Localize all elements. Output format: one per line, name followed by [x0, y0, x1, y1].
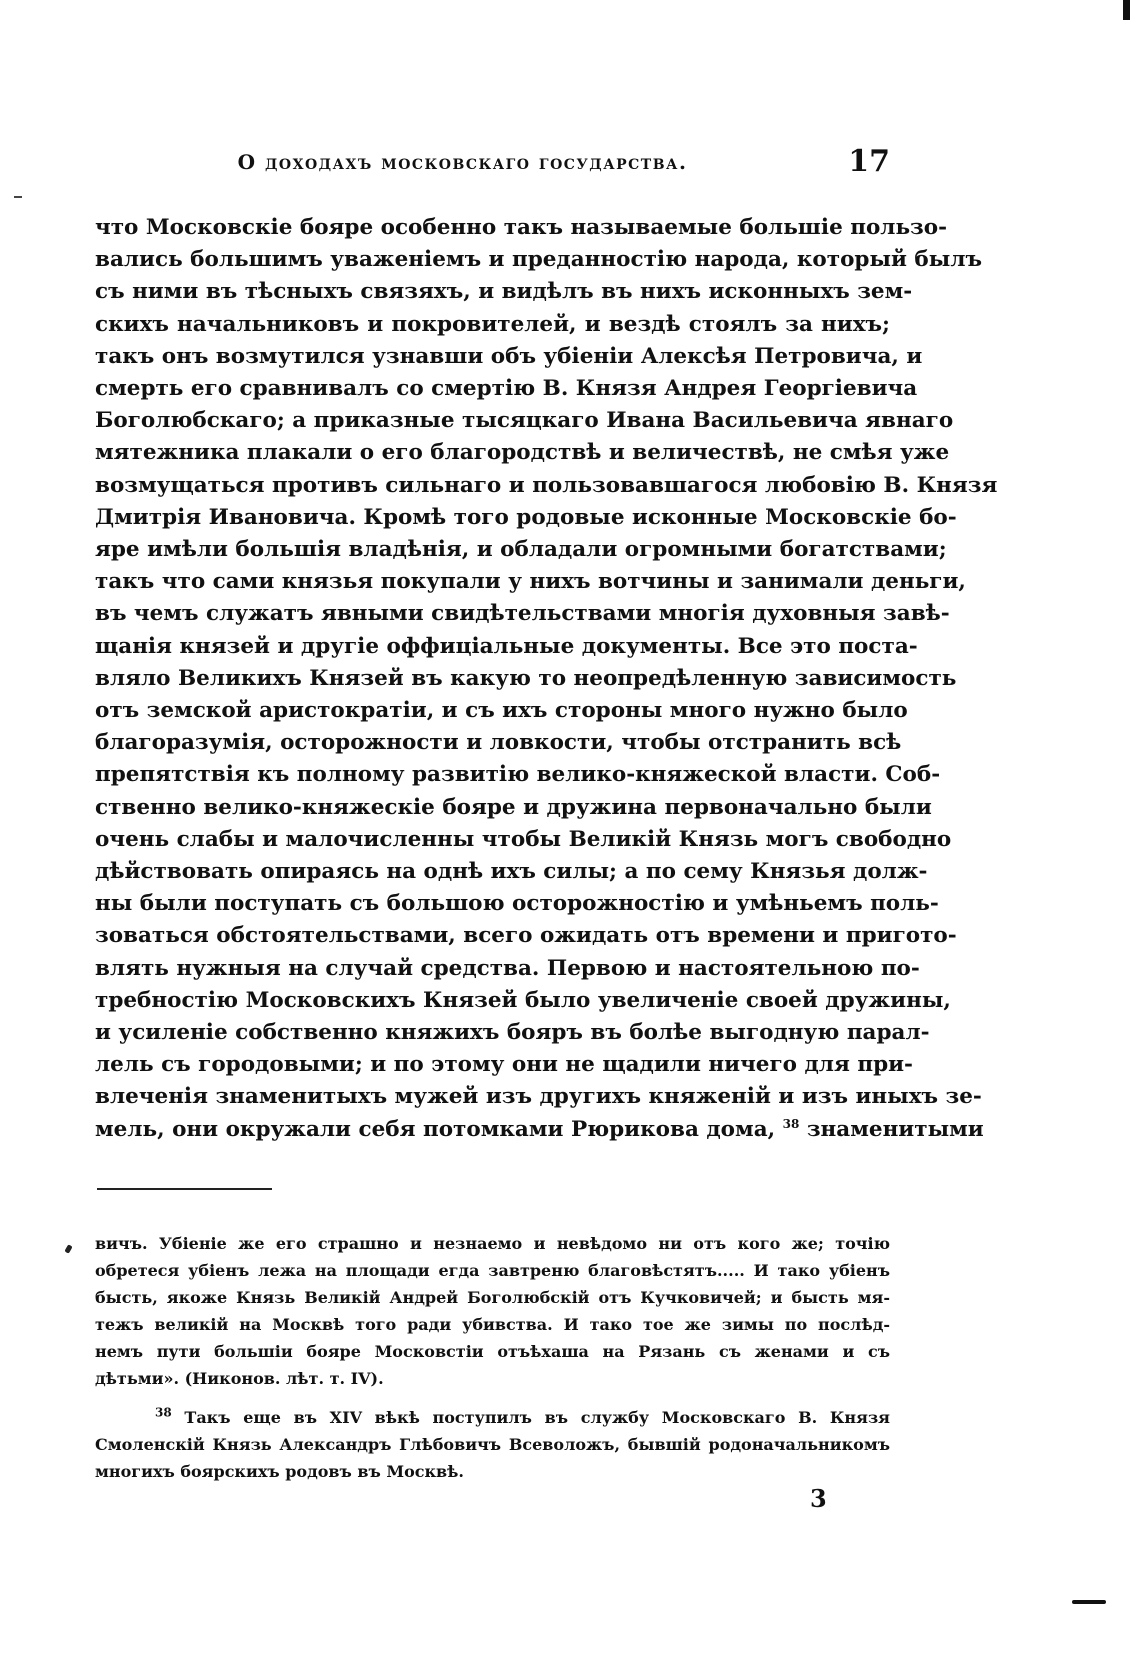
text-line: яре имѣли большія владѣнія, и обладали огромными богатствами; — [95, 537, 947, 563]
text-line: такъ онъ возмутился узнавши объ убіеніи Алексѣя Петровича, и — [95, 343, 923, 369]
text-line: съ ними въ тѣсныхъ связяхъ, и видѣлъ въ нихъ исконныхъ зем- — [95, 279, 913, 305]
footnote-line: дѣтьми». (Никонов. лѣт. т. IV). — [95, 1369, 384, 1388]
footnote-gap — [95, 1392, 890, 1404]
text-line: что Московскіе бояре особенно такъ называемые большіе пользо- — [95, 215, 948, 240]
text-line: возмущаться противъ сильнаго и пользовавшагося любовію В. Князя — [95, 472, 998, 498]
footnote-text: Такъ еще въ XIV вѣкѣ поступилъ въ службу Московскаго В. Князя — [184, 1408, 890, 1427]
text-fragment: знаменитыми — [806, 1116, 984, 1142]
text-line: въ чемъ служатъ явными свидѣтельствами многія духовныя завѣ- — [95, 601, 950, 627]
footnote-line: тежъ великій на Москвѣ того ради убивства. И тако тое же зимы по послѣд- — [95, 1315, 890, 1334]
text-line: ны были поступать съ большою осторожностію и умѣньемъ поль- — [95, 891, 939, 917]
text-line: щанія князей и другіе оффиціальные документы. Все это поста- — [95, 633, 918, 659]
footnote-line: многихъ боярскихъ родовъ въ Москвѣ. — [95, 1462, 464, 1481]
text-line: лель съ городовыми; и по этому они не щадили ничего для при- — [95, 1052, 913, 1078]
footnotes — [95, 1230, 890, 1485]
text-line: мятежника плакали о его благородствѣ и величествѣ, не смѣя уже — [95, 440, 950, 466]
footnote-reference[interactable]: 38 — [782, 1116, 800, 1131]
text-line: такъ что сами князья покупали у нихъ вотчины и занимали деньги, — [95, 569, 966, 595]
page-number-top: 17 — [848, 144, 890, 179]
footnote-separator — [97, 1188, 272, 1190]
text-line: Боголюбскаго; а приказные тысяцкаго Ивана Васильевича явнаго — [95, 408, 954, 434]
signature-number: 3 — [810, 1484, 827, 1513]
footnote-line: обретеся убіенъ лежа на площади егда завтреню благовѣстятъ..... И тако убіенъ — [95, 1261, 890, 1280]
margin-mark — [14, 196, 22, 198]
margin-speck — [64, 1244, 72, 1253]
text-line: очень слабы и малочисленны чтобы Великій Князь могъ свободно — [95, 826, 952, 852]
footnote-marker: 38 — [155, 1405, 172, 1420]
text-line: требностію Московскихъ Князей было увеличеніе своей дружины, — [95, 987, 951, 1013]
text-line — [95, 1114, 984, 1146]
running-title: О доходахъ московскаго государства. — [237, 150, 688, 174]
text-line: вались большимъ уваженіемъ и преданностію народа, который былъ — [95, 247, 982, 273]
text-line: смерть его сравнивалъ со смертію В. Князя Андрея Георгіевича — [95, 376, 918, 402]
text-line: ственно велико-княжескіе бояре и дружина первоначально были — [95, 794, 932, 820]
text-line: дѣйствовать опираясь на однѣ ихъ силы; а по сему Князья долж- — [95, 859, 928, 885]
footnote-line: бысть, якоже Князь Великій Андрей Боголюбскій отъ Кучковичей; и бысть мя- — [95, 1288, 890, 1307]
text-line: зоваться обстоятельствами, всего ожидать отъ времени и пригото- — [95, 923, 957, 949]
footnote-38-first-line — [95, 1404, 890, 1431]
page-edge-mark — [1123, 0, 1130, 20]
footnote-line: Смоленскій Князь Александръ Глѣбовичъ Всеволожъ, бывшій родоначальникомъ — [95, 1435, 890, 1454]
text-line: препятствія къ полному развитію велико-княжеской власти. Соб- — [95, 762, 941, 788]
text-line: влеченія знаменитыхъ мужей изъ другихъ княженій и изъ иныхъ зе- — [95, 1084, 982, 1110]
bottom-edge-mark — [1072, 1600, 1106, 1604]
main-text — [95, 212, 998, 1146]
text-line: скихъ начальниковъ и покровителей, и вездѣ стоялъ за нихъ; — [95, 311, 890, 337]
text-line: благоразумія, осторожности и ловкости, чтобы отстранить всѣ — [95, 730, 902, 756]
page-header — [95, 144, 890, 186]
text-line: Дмитрія Ивановича. Кромѣ того родовые исконные Московскіе бо- — [95, 504, 957, 530]
text-line: отъ земской аристократіи, и съ ихъ стороны много нужно было — [95, 698, 908, 724]
text-fragment: мель, они окружали себя потомками Рюрикова дома, — [95, 1116, 776, 1142]
footnote-line: немъ пути большіи бояре Московстіи отъѣхаша на Рязань съ женами и съ — [95, 1342, 890, 1361]
footnote-line: вичъ. Убіеніе же его страшно и незнаемо и невѣдомо ни отъ кого же; точію — [95, 1234, 890, 1253]
text-line: и усиленіе собственно княжихъ бояръ въ болѣе выгодную парал- — [95, 1020, 930, 1046]
text-line: влять нужныя на случай средства. Первою и настоятельною по- — [95, 955, 920, 981]
text-line: вляло Великихъ Князей въ какую то неопредѣленную зависимость — [95, 665, 957, 691]
